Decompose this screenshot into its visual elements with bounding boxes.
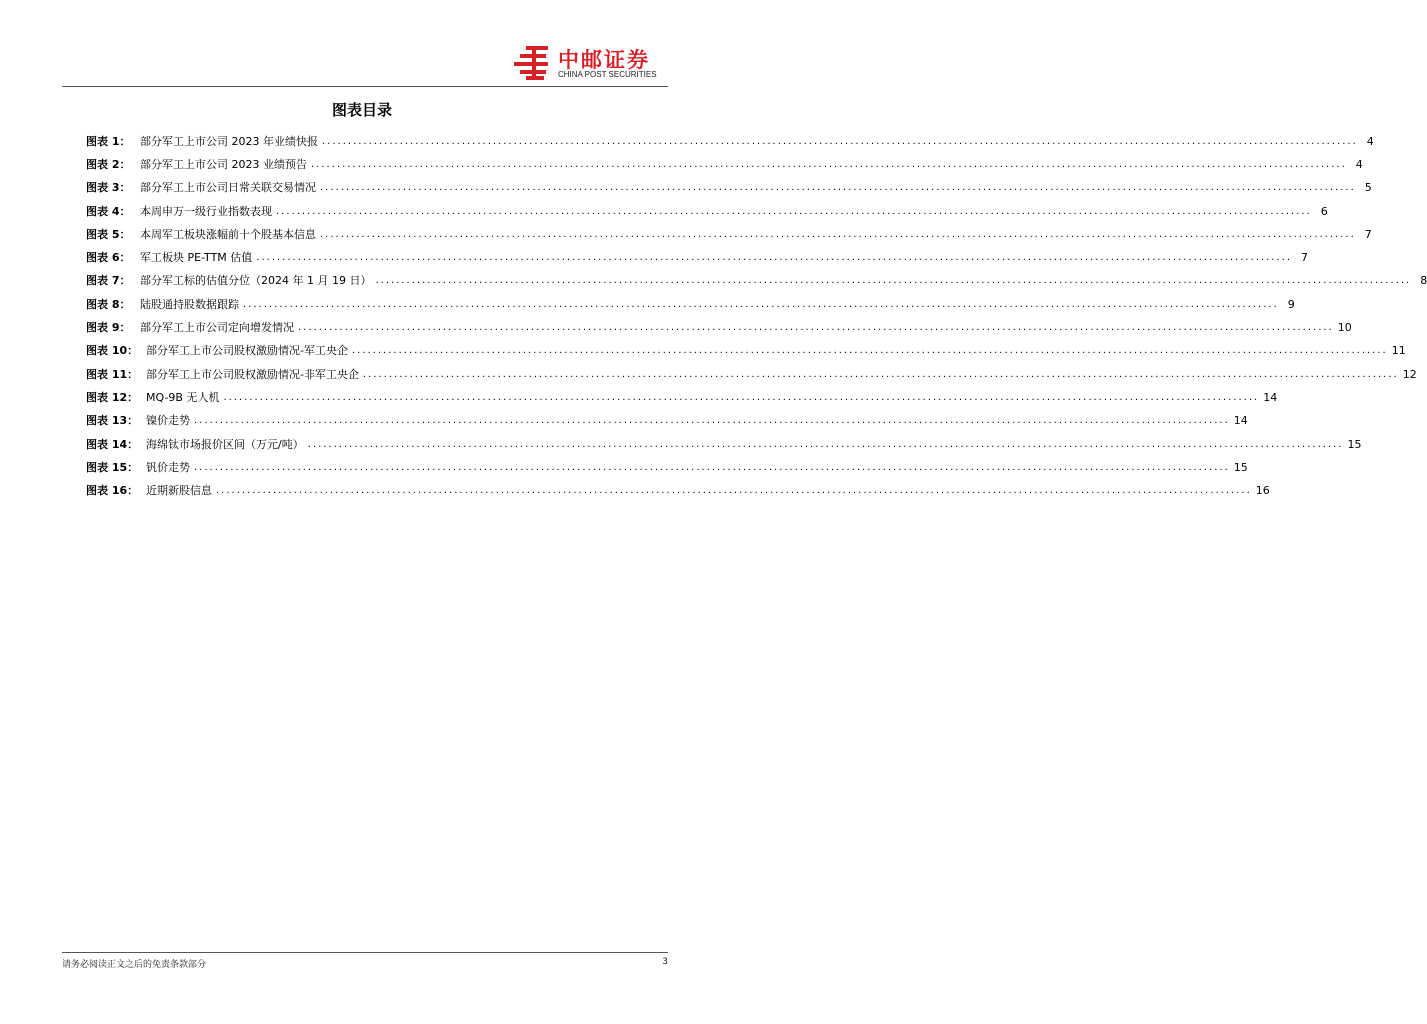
table-of-figures — [86, 130, 1427, 503]
toc-entry-title: 陆股通持股数据跟踪 — [140, 297, 239, 311]
toc-entry-page: 10 — [1337, 321, 1352, 335]
toc-entry[interactable] — [86, 130, 1374, 153]
toc-entry[interactable] — [86, 200, 1328, 223]
header-divider — [62, 86, 668, 87]
toc-leader-dots: ........................................................................................................................................................................................................ — [362, 368, 1399, 380]
toc-entry[interactable] — [86, 410, 1248, 433]
toc-leader-dots: ........................................................................................................................................................................................................ — [307, 438, 1344, 450]
toc-entry-title: 本周军工板块涨幅前十个股基本信息 — [140, 227, 316, 241]
toc-entry[interactable] — [86, 340, 1406, 363]
toc-entry-title: 部分军工上市公司股权激励情况-非军工央企 — [146, 367, 359, 381]
toc-entry-title: 部分军工上市公司 2023 年业绩快报 — [140, 134, 318, 148]
toc-entry[interactable] — [86, 456, 1248, 479]
toc-entry-title: 近期新股信息 — [146, 484, 212, 498]
toc-entry-label: 图表 14： — [86, 437, 139, 451]
toc-entry-label: 图表 9： — [86, 321, 131, 335]
toc-entry[interactable] — [86, 386, 1278, 409]
toc-entry-page: 7 — [1301, 251, 1309, 265]
toc-leader-dots: ........................................................................................................................................................................................................ — [243, 298, 1279, 310]
toc-entry-title: 部分军工上市公司股权激励情况-军工央企 — [146, 344, 348, 358]
toc-entry-page: 16 — [1255, 484, 1270, 498]
toc-entry[interactable] — [86, 363, 1417, 386]
toc-entry[interactable] — [86, 177, 1372, 200]
toc-entry-title: 部分军工上市公司定向增发情况 — [140, 321, 294, 335]
company-logo — [512, 44, 672, 84]
toc-leader-dots: ........................................................................................................................................................................................................ — [298, 322, 1334, 334]
toc-entry-title: 部分军工标的估值分位（2024 年 1 月 19 日） — [140, 274, 372, 288]
toc-entry[interactable] — [86, 293, 1295, 316]
toc-entry-label: 图表 6： — [86, 251, 131, 265]
toc-entry-label: 图表 10： — [86, 344, 139, 358]
toc-entry-page: 12 — [1402, 367, 1417, 381]
footer-divider — [62, 952, 668, 953]
toc-entry-page: 11 — [1391, 344, 1406, 358]
toc-entry[interactable] — [86, 223, 1372, 246]
toc-entry-page: 9 — [1287, 297, 1295, 311]
toc-entry-title: 部分军工上市公司 2023 业绩预告 — [140, 157, 307, 171]
toc-entry-label: 图表 2： — [86, 157, 131, 171]
toc-entry-title: MQ-9B 无人机 — [146, 390, 220, 404]
toc-entry-title: 海绵钛市场报价区间（万元/吨） — [146, 437, 304, 451]
toc-entry-page: 5 — [1364, 181, 1372, 195]
toc-entry-label: 图表 3： — [86, 181, 131, 195]
toc-leader-dots: ........................................................................................................................................................................................................ — [276, 205, 1312, 217]
toc-entry-label: 图表 7： — [86, 274, 131, 288]
toc-entry-page: 6 — [1320, 204, 1328, 218]
toc-entry-title: 军工板块 PE-TTM 估值 — [140, 251, 253, 265]
toc-title: 图表目录 — [331, 101, 392, 119]
toc-leader-dots: ........................................................................................................................................................................................................ — [216, 485, 1252, 497]
toc-entry-page: 14 — [1263, 390, 1278, 404]
logo-chinese-name: 中邮证券 — [558, 48, 650, 72]
toc-leader-dots: ........................................................................................................................................................................................................ — [351, 345, 1388, 357]
toc-leader-dots: ........................................................................................................................................................................................................ — [320, 228, 1356, 240]
toc-entry[interactable] — [86, 270, 1427, 293]
toc-entry-label: 图表 8： — [86, 297, 131, 311]
toc-entry-page: 8 — [1420, 274, 1427, 288]
toc-entry-page: 4 — [1366, 134, 1374, 148]
logo-english-name: CHINA POST SECURITIES — [558, 70, 657, 79]
toc-entry-label: 图表 13： — [86, 414, 139, 428]
toc-leader-dots: ........................................................................................................................................................................................................ — [223, 391, 1260, 403]
toc-leader-dots: ........................................................................................................................................................................................................ — [320, 182, 1356, 194]
toc-entry[interactable] — [86, 246, 1309, 269]
toc-entry-title: 本周申万一级行业指数表现 — [140, 204, 272, 218]
toc-entry-label: 图表 16： — [86, 484, 139, 498]
toc-entry-label: 图表 12： — [86, 390, 139, 404]
toc-entry[interactable] — [86, 433, 1362, 456]
toc-leader-dots: ........................................................................................................................................................................................................ — [375, 275, 1412, 287]
toc-entry[interactable] — [86, 479, 1270, 502]
toc-entry-title: 部分军工上市公司日常关联交易情况 — [140, 181, 316, 195]
toc-entry-label: 图表 15： — [86, 460, 139, 474]
toc-leader-dots: ........................................................................................................................................................................................................ — [322, 135, 1358, 147]
toc-entry[interactable] — [86, 316, 1352, 339]
toc-entry-title: 镍价走势 — [146, 414, 190, 428]
toc-leader-dots: ........................................................................................................................................................................................................ — [194, 415, 1230, 427]
footer-disclaimer: 请务必阅读正文之后的免责条款部分 — [62, 960, 207, 970]
toc-entry-label: 图表 5： — [86, 227, 131, 241]
footer-page-number: 3 — [662, 957, 668, 967]
toc-leader-dots: ........................................................................................................................................................................................................ — [256, 252, 1293, 264]
toc-entry-label: 图表 11： — [86, 367, 139, 381]
china-post-logo-icon — [512, 44, 556, 82]
toc-entry-page: 14 — [1233, 414, 1248, 428]
toc-leader-dots: ........................................................................................................................................................................................................ — [311, 158, 1347, 170]
toc-entry-page: 4 — [1355, 157, 1363, 171]
toc-entry[interactable] — [86, 153, 1363, 176]
toc-entry-title: 钒价走势 — [146, 460, 190, 474]
toc-entry-label: 图表 1： — [86, 134, 131, 148]
toc-entry-page: 15 — [1233, 460, 1248, 474]
toc-entry-page: 15 — [1347, 437, 1362, 451]
toc-entry-page: 7 — [1364, 227, 1372, 241]
toc-leader-dots: ........................................................................................................................................................................................................ — [194, 461, 1230, 473]
toc-entry-label: 图表 4： — [86, 204, 131, 218]
